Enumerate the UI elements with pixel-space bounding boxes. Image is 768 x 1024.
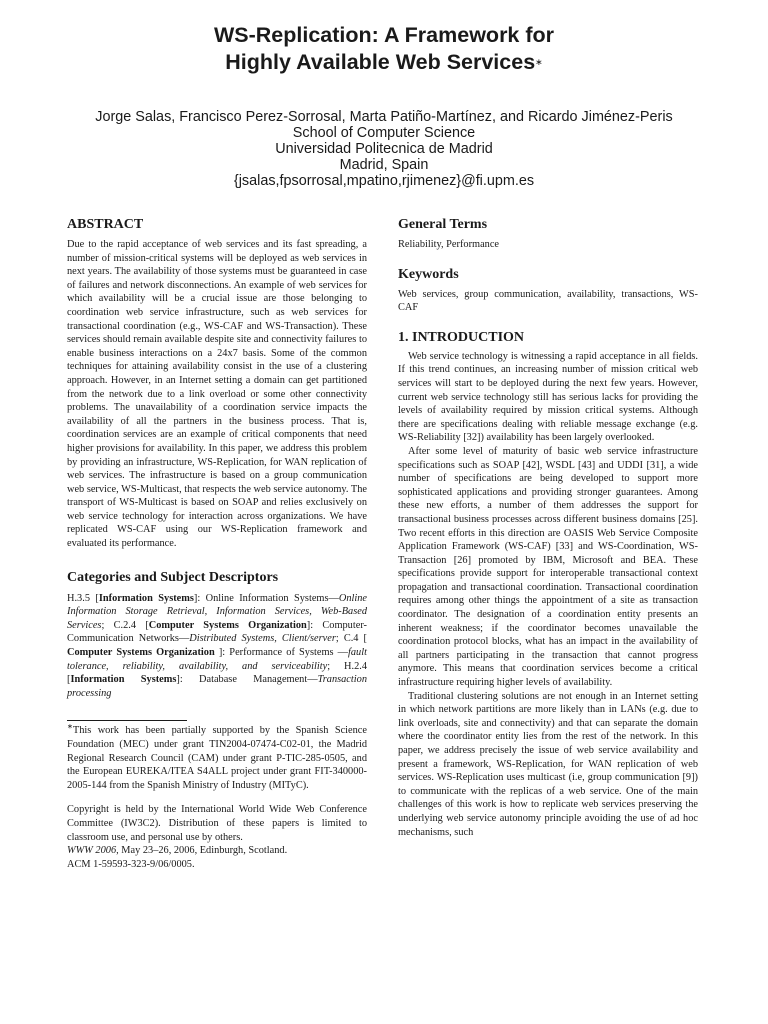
intro-paragraph-2: After some level of maturity of basic web service infrastructure specifications such as SOAP [42], WSDL [43] and UDDI [31], a wide number of specifications are being developed to support more sophisticated applications and providing stronger guarantees. Among these new efforts, a number of them addresses the support for transactional business processes across different business domains [25]. Two recent efforts in this direction are OASIS Web Service Composite Application Framework (WS-CAF) [33] and WS-Coordination, WS-Transaction [26] promoted by IBM, Microsoft and BEA. These specifications provide support for interoperable transactional context propagation and transactional coordination. Transactional coordination requires among other things the appointment of a site as transaction coordinator. The designation of a coordination entity presents an inherent weakness; if the coordinator becomes unavailable the coordination protocol blocks, what has an impact in the availability of all partners participating in the transaction that cannot progress anymore. This means that coordination services become a critical infrastructure requiring higher levels of availability. — [398, 445, 698, 689]
venue-line: WWW 2006, May 23–26, 2006, Edinburgh, Scotland. — [67, 845, 288, 857]
footnote-text: ∗This work has been partially supported by the Spanish Science Foundation (MEC) under grant TIN2004-07474-C02-01, the Madrid Regional Research Council (CAM) under grant P-TIC-285-0505, and the European EUREKA/ITEA S4ALL project under grant FIT-340000-2005-144 from the Spanish Ministry of Industry (MITyC). — [67, 722, 367, 791]
footnote-mark: ∗ — [67, 722, 73, 731]
title-line-2: Highly Available Web Services — [225, 50, 536, 74]
author-university: Universidad Politecnica de Madrid — [275, 141, 493, 157]
right-column — [398, 216, 698, 839]
footnote-rule — [67, 720, 187, 721]
acm-number: ACM 1-59593-323-9/06/0005. — [67, 858, 195, 870]
author-email: {jsalas,fpsorrosal,mpatino,rjimenez}@fi.upm.es — [233, 173, 535, 189]
categories-heading: Categories and Subject Descriptors — [67, 569, 279, 585]
intro-paragraph-1: Web service technology is witnessing a rapid acceptance in all fields. If this trend continues, an increasing number of mission critical web services will start to be deployed during the next few years. However, current web service technology still has serious lacks for providing the levels of availability required by mission critical systems. Although there are specifications dealing with reliable message exchange (e.g. WS-Reliability [32]) availability has been largely overlooked. — [398, 350, 698, 444]
copyright-notice: Copyright is held by the International World Wide Web Conference Committee (IW3C2). Distribution of these papers is limited to classroom use, and personal use by others. — [67, 804, 367, 843]
author-names: Jorge Salas, Francisco Perez-Sorrosal, Marta Patiño-Martínez, and Ricardo Jiménez-Peris — [95, 109, 673, 125]
abstract-text: Due to the rapid acceptance of web services and its fast spreading, a number of mission-critical systems will be deployed as web services in next years. The availability of those systems must be guaranteed in case of failures and network disconnections. An example of web services for which availability will be a crucial issue are those belonging to coordination web service infrastructure, such as web services for transactional coordination (e.g., WS-CAF and WS-Transaction). These services should remain available despite site and connectivity failures to enable business interactions on a 24x7 basis. Some of the common techniques for attaining availability consist in the use of a clustering approach. However, in an Internet setting a domain can get partitioned from the network due to a link overload or some other connectivity problems. The unavailability of a coordination service impacts the availability of all the partners in the business process. That is, coordination services are an example of critical components that need higher provisions for availability. In this paper, we address this problem by providing an infrastructure, WS-Replication, for WAN replication of web services. The infrastructure is based on a group communication web service, WS-Multicast, that respects the web service autonomy. The transport of WS-Multicast is based on SOAP and relies exclusively on web service technology for interaction across organizations. We have replicated WS-CAF using our WS-Replication framework and evaluated its performance. — [67, 239, 367, 550]
author-block — [0, 109, 768, 189]
abstract-heading: ABSTRACT — [67, 217, 144, 232]
keywords-heading: Keywords — [398, 266, 459, 282]
general-terms-text: Reliability, Performance — [398, 239, 500, 250]
title-footnote-mark: ∗ — [535, 57, 543, 67]
keywords-text: Web services, group communication, availability, transactions, WS-CAF — [398, 288, 698, 314]
author-city: Madrid, Spain — [339, 157, 429, 173]
intro-paragraph-3: Traditional clustering solutions are not enough in an Internet setting in which network partitions are more likely than in LANs (e.g. due to link overloads, site and connectivity) and that can separate the domain where the coordinator entity lies from the rest of the network. In this paper, we address precisely the issue of web service availability and present a framework, WS-Replication, for WAN replication of web services. WS-Replication uses multicast (i.e, group communication [9]) to communicate with the replicas of a web service. One of the main challenges of this work is how to replicate web services preserving the underlying web service autonomy principle avoiding the use of ad hoc mechanisms, such — [398, 690, 698, 838]
introduction-heading: 1. INTRODUCTION — [398, 329, 525, 345]
general-terms-heading: General Terms — [398, 217, 488, 232]
author-school: School of Computer Science — [292, 125, 476, 141]
left-column — [67, 216, 367, 871]
categories-text: H.3.5 [Information Systems]: Online Information Systems—Online Information Storage Retrieval, Information Services, Web-Based Services; C.2.4 [Computer Systems Organization]: Computer-Communication Networks—Distributed Systems, Client/server; C.4 [ Computer Systems Organization ]: Performance of Systems —fault tolerance, reliability, availability, and serviceability; H.2.4 [Information Systems]: Database Management—Transaction processing — [67, 592, 368, 699]
paper-title — [0, 22, 768, 76]
title-line-1: WS-Replication: A Framework for — [213, 23, 555, 47]
